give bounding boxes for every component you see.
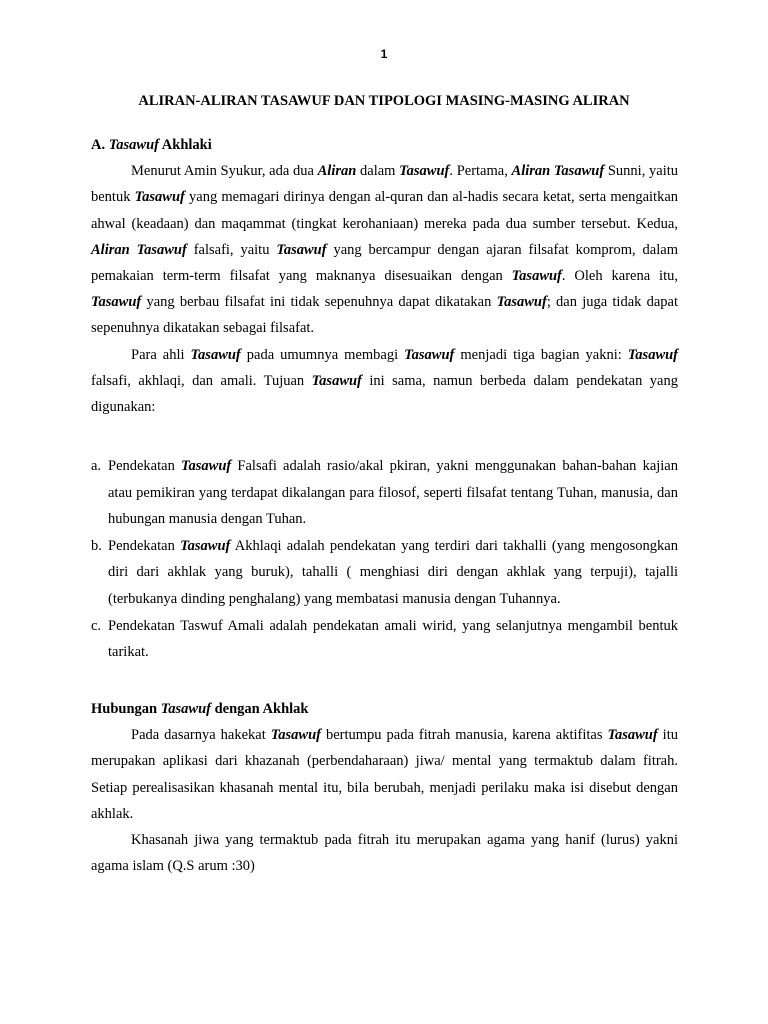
emphasis-term: Tasawuf [496,294,547,311]
list-marker: b. [91,537,102,554]
section-b-heading-post: dengan Akhlak [210,701,309,717]
list-item-text [108,618,678,661]
section-a-prefix: A. [91,137,109,153]
section-a-heading-rest: Akhlaki [158,137,212,153]
text-run: Para ahli [131,346,191,363]
list-marker: a. [91,458,102,474]
text-run: Falsafi adalah rasio/akal pkiran, yakni menggunakan bahan-bahan kajian atau pemikiran yang terdapat dikalangan para filosof, seperti filsafat tentang Tuhan, manusia, dan hubungan manusia dengan Tuhan. [108,458,678,528]
section-b-heading [91,696,678,722]
text-run: Akhlaqi adalah pendekatan yang terdiri dari takhalli (yang mengosongkan diri dari akhlak yang buruk), tahalli ( menghiasi diri dengan akhlak yang terpuji), tajalli (terbukanya dinding penghalang) yang membatasi manusia dengan Tuhannya. [108,537,678,607]
emphasis-term: Tasawuf [511,268,562,285]
emphasis-term: Tasawuf [134,189,185,206]
text-run: falsafi, yaitu [186,241,277,258]
list-item [91,613,678,666]
text-run: yang memagari dirinya dengan al-quran dan al-hadis secara ketat, serta mengaitkan ahwal (keadaan) dan maqammat (tingkat kerohaniaan) mereka pada dua sumber tersebut. Kedua, [91,189,678,232]
emphasis-term: Aliran [317,163,357,180]
emphasis-term: Tasawuf [180,537,231,554]
text-run: menjadi tiga bagian yakni: [454,346,628,363]
list-item-text [108,538,678,607]
text-run: Khasanah jiwa yang termaktub pada fitrah itu merupakan agama yang hanif (lurus) yakni agama islam (Q.S arum :30) [91,832,678,875]
section-a-paragraph-2 [91,342,678,421]
emphasis-term: Aliran Tasawuf [511,163,605,180]
list-marker: c. [91,617,102,634]
emphasis-term: Tasawuf [276,241,327,258]
text-run: Pendekatan [108,537,181,554]
emphasis-term: Tasawuf [627,346,679,363]
emphasis-term: Tasawuf [399,163,450,180]
text-run: dalam [356,163,400,180]
text-run: yang berbau filsafat ini tidak sepenuhnya dapat dikatakan [141,294,497,311]
emphasis-term: Tasawuf [270,727,321,744]
text-run: Pendekatan [108,458,182,474]
emphasis-term: Tasawuf [311,372,362,389]
list-item [91,533,678,613]
text-run: Pada dasarnya hakekat [131,727,271,744]
text-run: ; dan juga tidak dapat sepenuhnya dikatakan sebagai filsafat. [91,294,678,337]
document-title: ALIRAN-ALIRAN TASAWUF DAN TIPOLOGI MASING-MASING ALIRAN [138,93,630,109]
section-a-paragraph-1 [91,158,678,341]
section-b-paragraph-1 [91,722,678,827]
text-run: . Oleh karena itu, [561,268,678,285]
section-a-heading [91,132,678,158]
section-a-heading-italic: Tasawuf [108,137,159,153]
text-run: Pendekatan Taswuf Amali adalah pendekatan amali wirid, yang selanjutnya mengambil bentuk tarikat. [108,617,678,661]
section-b-paragraph-2 [91,827,678,879]
approach-list [91,453,678,666]
section-b-heading-italic: Tasawuf [160,701,211,717]
text-run: itu merupakan aplikasi dari khazanah (perbendaharaan) jiwa/ mental yang termaktub dalam fitrah. Setiap perealisasikan khasanah mental itu, bila berubah, menjadi perilaku maka isi disebut dengan akhlak. [91,727,678,822]
section-a [91,132,678,420]
emphasis-term: Tasawuf [607,727,658,744]
emphasis-term: Tasawuf [404,346,455,363]
text-run: . Pertama, [449,163,512,180]
text-run: bertumpu pada fitrah manusia, karena aktifitas [320,727,608,744]
emphasis-term: Tasawuf [190,346,241,363]
emphasis-term: Tasawuf [181,458,232,474]
emphasis-term: Aliran Tasawuf [91,241,187,258]
page-number: 1 [380,47,388,61]
text-run: Sunni, yaitu bentuk [91,163,679,206]
section-b [91,696,678,879]
text-run: ini sama, namun berbeda dalam pendekatan yang digunakan: [91,372,678,416]
list-item-text [108,458,678,527]
text-run: Menurut Amin Syukur, ada dua [131,163,318,180]
text-run: falsafi, akhlaqi, dan amali. Tujuan [91,372,312,389]
emphasis-term: Tasawuf [91,294,142,311]
list-item [91,453,678,533]
section-b-heading-pre: Hubungan [91,701,161,717]
text-run: pada umumnya membagi [240,346,405,363]
text-run: yang bercampur dengan ajaran filsafat komprom, dalam pemakaian term-term filsafat yang maknanya disesuaikan dengan [91,241,678,285]
